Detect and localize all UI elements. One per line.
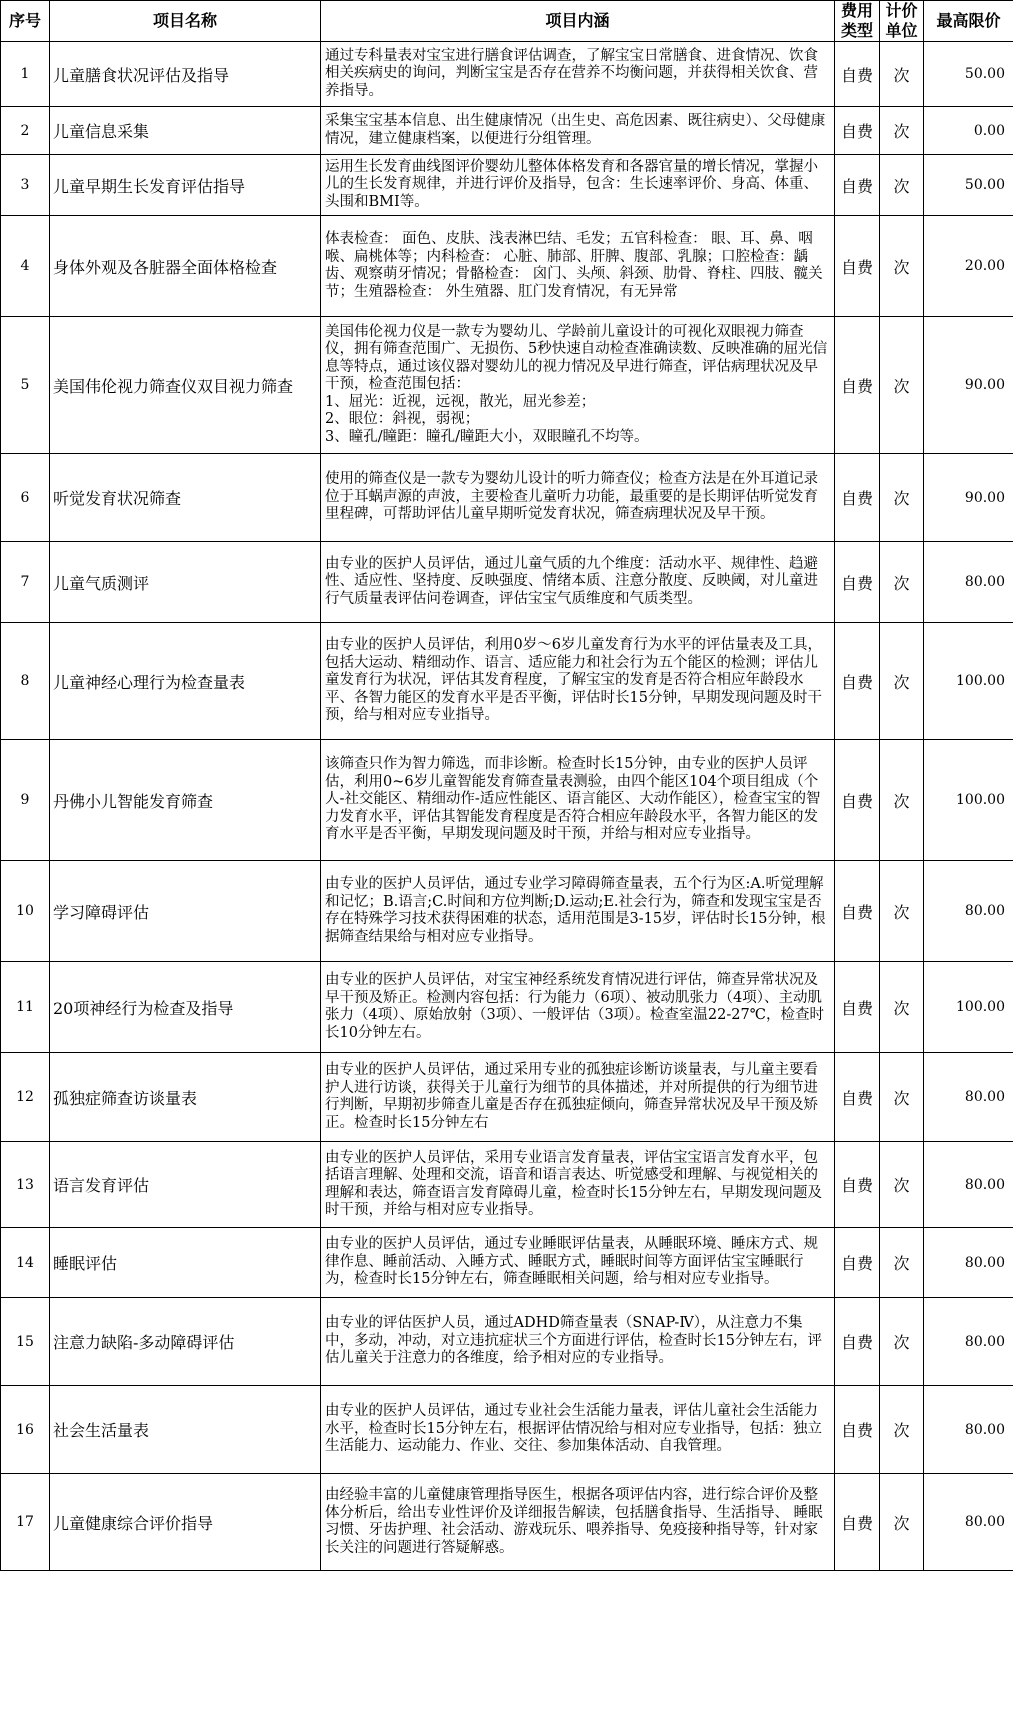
table-row — [1, 1053, 1013, 1142]
price-unit: 次 — [880, 317, 924, 454]
row-index: 6 — [1, 454, 50, 542]
price-unit: 次 — [880, 962, 924, 1053]
price-unit: 次 — [880, 623, 924, 740]
table-row — [1, 1228, 1013, 1298]
table-row — [1, 740, 1013, 861]
row-index: 9 — [1, 740, 50, 861]
price-unit: 次 — [880, 107, 924, 155]
item-name: 20项神经行为检查及指导 — [50, 962, 321, 1053]
row-index: 7 — [1, 542, 50, 623]
item-name: 身体外观及各脏器全面体格检查 — [50, 216, 321, 317]
fee-type: 自费 — [835, 317, 880, 454]
item-description: 由专业的医护人员评估，通过专业学习障碍筛查量表，五个行为区:A.听觉理解和记忆；B.语言;C.时间和方位判断;D.运动;E.社会行为，筛查和发现宝宝是否存在特殊学习技术获得困难的状态，适用范围是3-15岁，评估时长15分钟，根据筛查结果给与相对应专业指导。 — [321, 861, 835, 962]
fee-type: 自费 — [835, 216, 880, 317]
fee-type: 自费 — [835, 1053, 880, 1142]
item-description: 通过专科量表对宝宝进行膳食评估调查，了解宝宝日常膳食、进食情况、饮食相关疾病史的询问，判断宝宝是否存在营养不均衡问题，并获得相关饮食、营养指导。 — [321, 42, 835, 107]
max-price: 80.00 — [924, 1386, 1013, 1474]
price-unit: 次 — [880, 1386, 924, 1474]
price-unit: 次 — [880, 740, 924, 861]
item-description: 由专业的医护人员评估，通过采用专业的孤独症诊断访谈量表，与儿童主要看护人进行访谈，获得关于儿童行为细节的具体描述，并对所提供的行为细节进行判断，早期初步筛查儿童是否存在孤独症倾向，筛查异常状况及早干预及矫正。检查时长15分钟左右 — [321, 1053, 835, 1142]
price-unit: 次 — [880, 861, 924, 962]
item-name: 睡眠评估 — [50, 1228, 321, 1298]
price-unit: 次 — [880, 42, 924, 107]
item-description: 运用生长发育曲线图评价婴幼儿整体体格发育和各器官量的增长情况，掌握小儿的生长发育规律，并进行评价及指导，包含：生长速率评价、身高、体重、头围和BMI等。 — [321, 155, 835, 216]
table-row — [1, 216, 1013, 317]
max-price: 90.00 — [924, 317, 1013, 454]
item-description: 由专业的医护人员评估，利用0岁～6岁儿童发育行为水平的评估量表及工具，包括大运动、精细动作、语言、适应能力和社会行为五个能区的检测；评估儿童发育行为状况，评估其发育程度，了解宝宝的发育是否符合相应年龄段水平、各智力能区的发育水平是否平衡，评估时长15分钟，早期发现问题及时干预，给与相对应专业指导。 — [321, 623, 835, 740]
table-row — [1, 1386, 1013, 1474]
table-row — [1, 623, 1013, 740]
fee-type: 自费 — [835, 1228, 880, 1298]
row-index: 12 — [1, 1053, 50, 1142]
fee-type: 自费 — [835, 1298, 880, 1386]
price-unit: 次 — [880, 1053, 924, 1142]
item-name: 听觉发育状况筛查 — [50, 454, 321, 542]
price-unit: 次 — [880, 155, 924, 216]
fee-type: 自费 — [835, 454, 880, 542]
item-description: 采集宝宝基本信息、出生健康情况（出生史、高危因素、既往病史）、父母健康情况，建立健康档案，以便进行分组管理。 — [321, 107, 835, 155]
fee-type: 自费 — [835, 1474, 880, 1571]
price-unit: 次 — [880, 1298, 924, 1386]
table-row — [1, 155, 1013, 216]
row-index: 1 — [1, 42, 50, 107]
max-price: 100.00 — [924, 623, 1013, 740]
item-name: 儿童早期生长发育评估指导 — [50, 155, 321, 216]
header-index: 序号 — [1, 1, 50, 42]
fee-type: 自费 — [835, 107, 880, 155]
row-index: 10 — [1, 861, 50, 962]
price-unit: 次 — [880, 216, 924, 317]
header-name: 项目名称 — [50, 1, 321, 42]
row-index: 4 — [1, 216, 50, 317]
row-index: 11 — [1, 962, 50, 1053]
table-row — [1, 107, 1013, 155]
max-price: 80.00 — [924, 1474, 1013, 1571]
fee-type: 自费 — [835, 740, 880, 861]
max-price: 20.00 — [924, 216, 1013, 317]
header-row — [1, 1, 1013, 42]
row-index: 5 — [1, 317, 50, 454]
row-index: 13 — [1, 1142, 50, 1228]
header-price: 最高限价 — [924, 1, 1013, 42]
item-description: 使用的筛查仪是一款专为婴幼儿设计的听力筛查仪；检查方法是在外耳道记录位于耳蜗声源的声波，主要检查儿童听力功能，最重要的是长期评估听觉发育里程碑，可帮助评估儿童早期听觉发育状况，筛查病理状况及早干预。 — [321, 454, 835, 542]
row-index: 16 — [1, 1386, 50, 1474]
table-row — [1, 962, 1013, 1053]
header-fee-type: 费用类型 — [835, 1, 880, 42]
item-description: 由专业的医护人员评估，通过专业睡眠评估量表，从睡眠环境、睡床方式、规律作息、睡前活动、入睡方式、睡眠方式，睡眠时间等方面评估宝宝睡眠行为，检查时长15分钟左右，筛查睡眠相关问题，给与相对应专业指导。 — [321, 1228, 835, 1298]
table-row — [1, 42, 1013, 107]
price-unit: 次 — [880, 542, 924, 623]
item-description: 由专业的医护人员评估，采用专业语言发育量表，评估宝宝语言发育水平，包括语言理解、处理和交流，语音和语言表达、听觉感受和理解、与视觉相关的理解和表达，筛查语言发育障碍儿童，检查时长15分钟左右，早期发现问题及时干预，并给与相对应专业指导。 — [321, 1142, 835, 1228]
max-price: 90.00 — [924, 454, 1013, 542]
max-price: 80.00 — [924, 1053, 1013, 1142]
item-description: 由专业的评估医护人员，通过ADHD筛查量表（SNAP-Ⅳ），从注意力不集中，多动，冲动，对立违抗症状三个方面进行评估，检查时长15分钟左右，评估儿童关于注意力的各维度，给予相对应的专业指导。 — [321, 1298, 835, 1386]
max-price: 50.00 — [924, 155, 1013, 216]
max-price: 80.00 — [924, 1298, 1013, 1386]
fee-type: 自费 — [835, 962, 880, 1053]
max-price: 80.00 — [924, 861, 1013, 962]
max-price: 50.00 — [924, 42, 1013, 107]
item-description: 由专业的医护人员评估，通过儿童气质的九个维度：活动水平、规律性、趋避性、适应性、坚持度、反映强度、情绪本质、注意分散度、反映阈，对儿童进行气质量表评估问卷调查，评估宝宝气质维度和气质类型。 — [321, 542, 835, 623]
item-description: 由经验丰富的儿童健康管理指导医生，根据各项评估内容，进行综合评价及整体分析后，给出专业性评价及详细报告解读，包括膳食指导、生活指导、 睡眠习惯、牙齿护理、社会活动、游戏玩乐、喂养指导、免疫接种指导等，针对家长关注的问题进行答疑解惑。 — [321, 1474, 835, 1571]
table-row — [1, 1298, 1013, 1386]
item-name: 注意力缺陷-多动障碍评估 — [50, 1298, 321, 1386]
item-name: 语言发育评估 — [50, 1142, 321, 1228]
row-index: 2 — [1, 107, 50, 155]
fee-type: 自费 — [835, 861, 880, 962]
item-name: 儿童膳食状况评估及指导 — [50, 42, 321, 107]
fee-type: 自费 — [835, 155, 880, 216]
header-desc: 项目内涵 — [321, 1, 835, 42]
table-row — [1, 861, 1013, 962]
table-row — [1, 1142, 1013, 1228]
item-description: 美国伟伦视力仪是一款专为婴幼儿、学龄前儿童设计的可视化双眼视力筛查仪，拥有筛查范围广、无损伤、5秒快速自动检查准确读数、反映准确的屈光信息等特点，通过该仪器对婴幼儿的视力情况及早进行筛查，评估病理状况及早干预，检查范围包括： 1、屈光：近视，远视，散光，屈光参差； 2、眼位：斜视，弱视； 3、瞳孔/瞳距：瞳孔/瞳距大小，双眼瞳孔不均等。 — [321, 317, 835, 454]
fee-type: 自费 — [835, 1142, 880, 1228]
item-name: 学习障碍评估 — [50, 861, 321, 962]
row-index: 8 — [1, 623, 50, 740]
table-row — [1, 317, 1013, 454]
row-index: 14 — [1, 1228, 50, 1298]
item-name: 儿童信息采集 — [50, 107, 321, 155]
table-row — [1, 542, 1013, 623]
item-description: 由专业的医护人员评估，对宝宝神经系统发育情况进行评估，筛查异常状况及早干预及矫正。检测内容包括：行为能力（6项）、被动肌张力（4项）、主动肌张力（4项）、原始放射（3项）、一般评估（3项）。检查室温22-27℃，检查时长10分钟左右。 — [321, 962, 835, 1053]
price-unit: 次 — [880, 1474, 924, 1571]
item-name: 儿童健康综合评价指导 — [50, 1474, 321, 1571]
item-name: 儿童气质测评 — [50, 542, 321, 623]
price-unit: 次 — [880, 454, 924, 542]
row-index: 3 — [1, 155, 50, 216]
price-unit: 次 — [880, 1228, 924, 1298]
max-price: 80.00 — [924, 1228, 1013, 1298]
max-price: 0.00 — [924, 107, 1013, 155]
fee-type: 自费 — [835, 623, 880, 740]
item-name: 社会生活量表 — [50, 1386, 321, 1474]
item-name: 美国伟伦视力筛查仪双目视力筛查 — [50, 317, 321, 454]
max-price: 100.00 — [924, 740, 1013, 861]
item-description: 由专业的医护人员评估，通过专业社会生活能力量表，评估儿童社会生活能力水平，检查时长15分钟左右，根据评估情况给与相对应专业指导，包括：独立生活能力、运动能力、作业、交往、参加集体活动、自我管理。 — [321, 1386, 835, 1474]
row-index: 17 — [1, 1474, 50, 1571]
table-row — [1, 1474, 1013, 1571]
item-name: 丹佛小儿智能发育筛查 — [50, 740, 321, 861]
fee-type: 自费 — [835, 1386, 880, 1474]
max-price: 80.00 — [924, 542, 1013, 623]
fee-type: 自费 — [835, 542, 880, 623]
fee-type: 自费 — [835, 42, 880, 107]
max-price: 80.00 — [924, 1142, 1013, 1228]
row-index: 15 — [1, 1298, 50, 1386]
header-unit: 计价单位 — [880, 1, 924, 42]
item-description: 该筛查只作为智力筛选，而非诊断。检查时长15分钟，由专业的医护人员评估，利用0~6岁儿童智能发育筛查量表测验，由四个能区104个项目组成（个人-社交能区、精细动作-适应性能区、语言能区、大动作能区），检查宝宝的智力发育水平，评估其智能发育程度是否符合相应年龄段水平，各智力能区的发育水平是否平衡，早期发现问题及时干预，并给与相对应专业指导。 — [321, 740, 835, 861]
item-description: 体表检查： 面色、皮肤、浅表淋巴结、毛发；五官科检查： 眼、耳、鼻、咽喉、扁桃体等；内科检查： 心脏、肺部、肝脾、腹部、乳腺；口腔检查：龋齿、观察萌牙情况；骨骼检查： 囟门、头颅、斜颈、肋骨、脊柱、四肢、髋关节；生殖器检查： 外生殖器、肛门发育情况，有无异常 — [321, 216, 835, 317]
item-name: 儿童神经心理行为检查量表 — [50, 623, 321, 740]
table-row — [1, 454, 1013, 542]
price-unit: 次 — [880, 1142, 924, 1228]
item-name: 孤独症筛查访谈量表 — [50, 1053, 321, 1142]
max-price: 100.00 — [924, 962, 1013, 1053]
